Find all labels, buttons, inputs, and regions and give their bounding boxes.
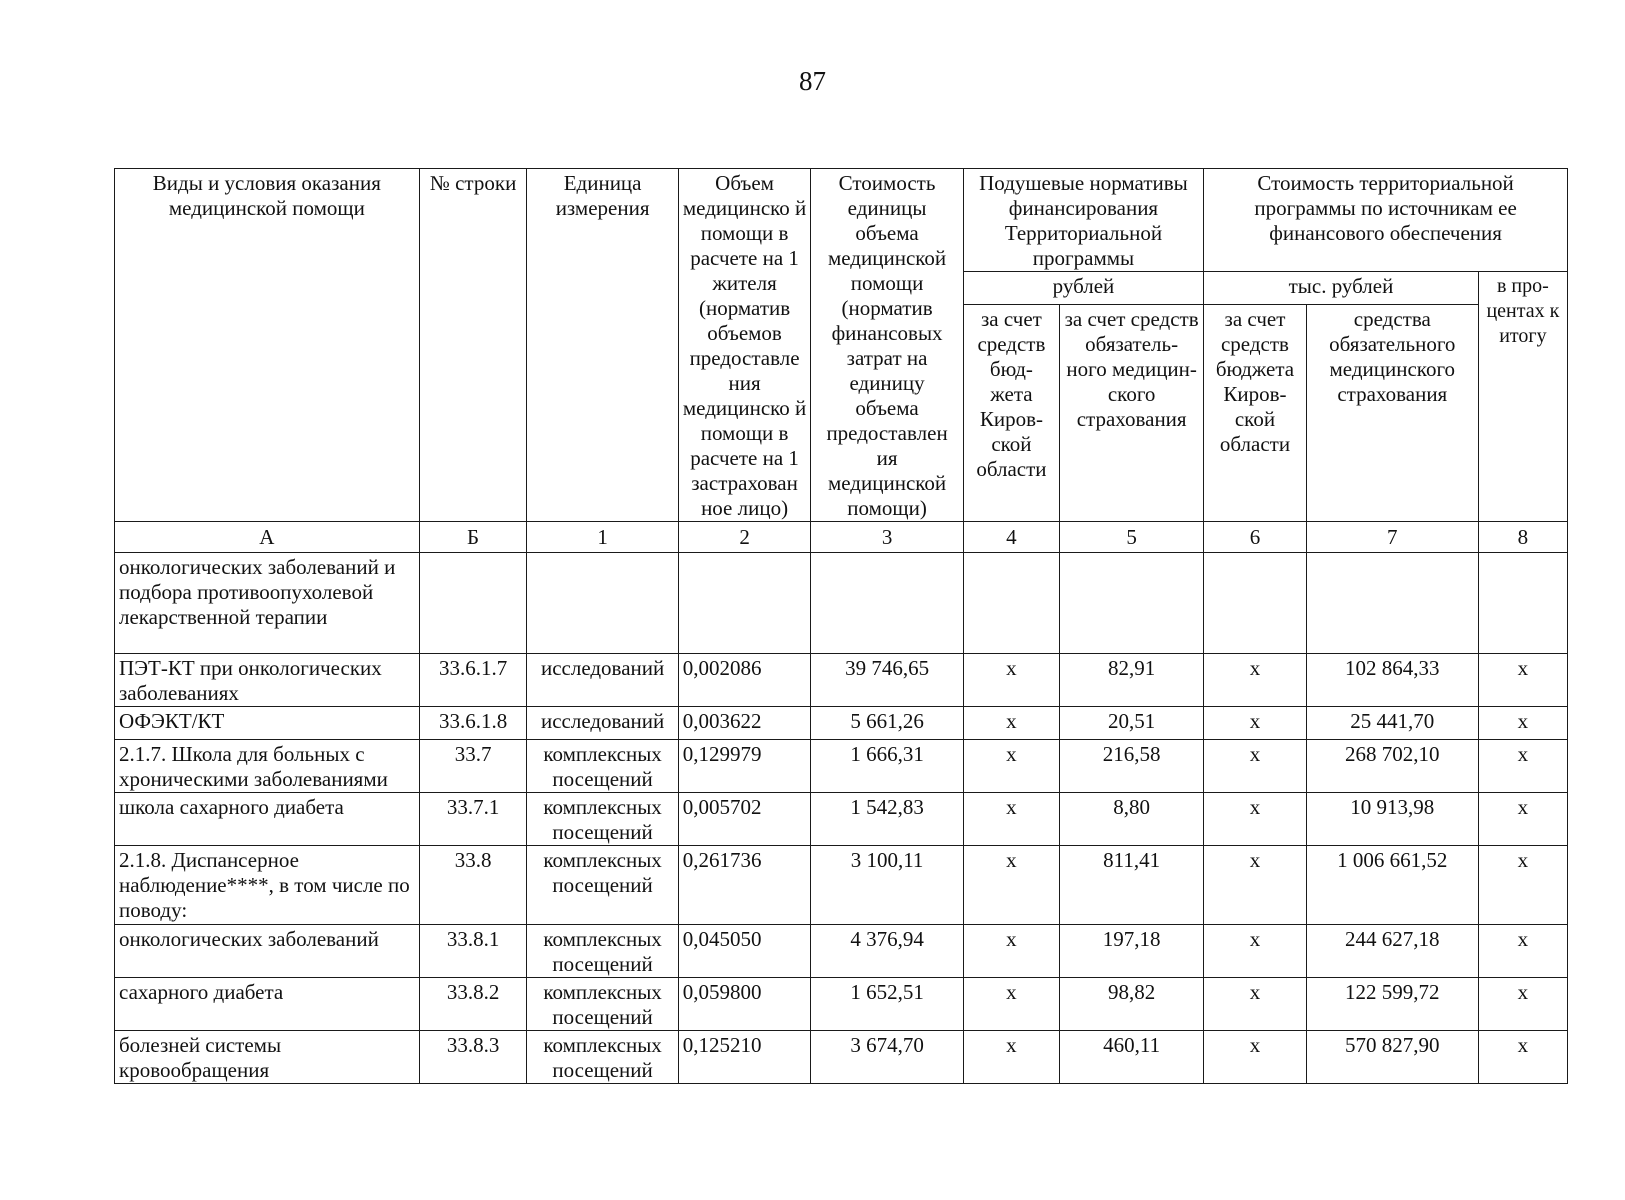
row-volume: 0,005702 bbox=[678, 793, 811, 846]
row-budget-per-capita bbox=[963, 553, 1059, 654]
table-row bbox=[115, 553, 1568, 654]
row-volume: 0,045050 bbox=[678, 925, 811, 978]
row-name: сахарного диабета bbox=[115, 978, 420, 1031]
row-oms-total: 10 913,98 bbox=[1306, 793, 1478, 846]
row-unit: исследований bbox=[527, 707, 678, 740]
row-volume: 0,002086 bbox=[678, 654, 811, 707]
row-name: ОФЭКТ/КТ bbox=[115, 707, 420, 740]
row-budget-total: х bbox=[1204, 654, 1307, 707]
row-oms-per-capita: 20,51 bbox=[1060, 707, 1204, 740]
row-oms-per-capita bbox=[1060, 553, 1204, 654]
header-col-7: средства обязательного медицинского страхования bbox=[1306, 305, 1478, 522]
row-unit bbox=[527, 553, 678, 654]
row-oms-per-capita: 98,82 bbox=[1060, 978, 1204, 1031]
index-cell: 1 bbox=[527, 522, 678, 553]
row-volume: 0,125210 bbox=[678, 1031, 811, 1084]
row-name: болезней системы кровообращения bbox=[115, 1031, 420, 1084]
row-budget-total: х bbox=[1204, 925, 1307, 978]
header-col-b: № строки bbox=[419, 169, 527, 522]
row-oms-total: 268 702,10 bbox=[1306, 740, 1478, 793]
row-cost: 1 542,83 bbox=[811, 793, 963, 846]
row-oms-per-capita: 82,91 bbox=[1060, 654, 1204, 707]
index-cell: 7 bbox=[1306, 522, 1478, 553]
index-cell: А bbox=[115, 522, 420, 553]
row-percent: х bbox=[1478, 978, 1567, 1031]
table-row bbox=[115, 925, 1568, 978]
row-percent: х bbox=[1478, 740, 1567, 793]
row-name: онкологических заболеваний bbox=[115, 925, 420, 978]
row-unit: комплексных посещений bbox=[527, 846, 678, 925]
row-budget-per-capita: х bbox=[963, 740, 1059, 793]
header-row-1 bbox=[115, 169, 1568, 272]
row-budget-per-capita: х bbox=[963, 793, 1059, 846]
row-volume: 0,003622 bbox=[678, 707, 811, 740]
column-index-row bbox=[115, 522, 1568, 553]
header-unit-rubles: рублей bbox=[963, 272, 1203, 305]
header-col-5: за счет средств обязатель- ного медицин- ского страхования bbox=[1060, 305, 1204, 522]
row-oms-total: 1 006 661,52 bbox=[1306, 846, 1478, 925]
row-oms-total: 25 441,70 bbox=[1306, 707, 1478, 740]
header-col-1: Единица измерения bbox=[527, 169, 678, 522]
row-oms-per-capita: 8,80 bbox=[1060, 793, 1204, 846]
row-line-number: 33.6.1.8 bbox=[419, 707, 527, 740]
row-line-number: 33.8 bbox=[419, 846, 527, 925]
header-col-3: Стоимость единицы объема медицинской помощи (норматив финансовых затрат на единицу объема предоставлен ия медицинской помощи) bbox=[811, 169, 963, 522]
row-unit: комплексных посещений bbox=[527, 1031, 678, 1084]
row-name: 2.1.8. Диспансерное наблюдение****, в том числе по поводу: bbox=[115, 846, 420, 925]
row-volume bbox=[678, 553, 811, 654]
index-cell: 5 bbox=[1060, 522, 1204, 553]
row-line-number bbox=[419, 553, 527, 654]
row-budget-per-capita: х bbox=[963, 978, 1059, 1031]
financing-table bbox=[114, 168, 1568, 1084]
row-oms-per-capita: 460,11 bbox=[1060, 1031, 1204, 1084]
row-oms-total: 102 864,33 bbox=[1306, 654, 1478, 707]
row-budget-per-capita: х bbox=[963, 654, 1059, 707]
row-cost: 1 666,31 bbox=[811, 740, 963, 793]
row-unit: комплексных посещений bbox=[527, 793, 678, 846]
row-percent: х bbox=[1478, 793, 1567, 846]
row-name: 2.1.7. Школа для больных с хроническими заболеваниями bbox=[115, 740, 420, 793]
row-volume: 0,059800 bbox=[678, 978, 811, 1031]
table-row bbox=[115, 793, 1568, 846]
row-budget-total: х bbox=[1204, 978, 1307, 1031]
index-cell: 6 bbox=[1204, 522, 1307, 553]
row-line-number: 33.8.3 bbox=[419, 1031, 527, 1084]
row-budget-total: х bbox=[1204, 793, 1307, 846]
row-percent: х bbox=[1478, 654, 1567, 707]
index-cell: 8 bbox=[1478, 522, 1567, 553]
row-percent: х bbox=[1478, 846, 1567, 925]
row-oms-total: 570 827,90 bbox=[1306, 1031, 1478, 1084]
row-name: онкологических заболеваний и подбора противоопухолевой лекарственной терапии bbox=[115, 553, 420, 654]
table-row bbox=[115, 978, 1568, 1031]
header-group-per-capita: Подушевые нормативы финансирования Территориальной программы bbox=[963, 169, 1203, 272]
row-oms-total bbox=[1306, 553, 1478, 654]
row-cost: 4 376,94 bbox=[811, 925, 963, 978]
header-col-a: Виды и условия оказания медицинской помощи bbox=[115, 169, 420, 522]
page-number: 87 bbox=[799, 66, 826, 96]
row-budget-per-capita: х bbox=[963, 846, 1059, 925]
row-unit: комплексных посещений bbox=[527, 978, 678, 1031]
row-budget-total: х bbox=[1204, 740, 1307, 793]
row-oms-per-capita: 811,41 bbox=[1060, 846, 1204, 925]
row-percent: х bbox=[1478, 925, 1567, 978]
row-budget-total: х bbox=[1204, 707, 1307, 740]
row-line-number: 33.7.1 bbox=[419, 793, 527, 846]
row-unit: исследований bbox=[527, 654, 678, 707]
row-cost: 1 652,51 bbox=[811, 978, 963, 1031]
header-col-2: Объем медицинско й помощи в расчете на 1 жителя (норматив объемов предоставле ния медицинско й помощи в расчете на 1 застрахован ное лицо) bbox=[678, 169, 811, 522]
table-row bbox=[115, 1031, 1568, 1084]
row-cost: 3 100,11 bbox=[811, 846, 963, 925]
row-budget-per-capita: х bbox=[963, 1031, 1059, 1084]
index-cell: 3 bbox=[811, 522, 963, 553]
row-cost: 39 746,65 bbox=[811, 654, 963, 707]
table-row bbox=[115, 740, 1568, 793]
row-oms-per-capita: 197,18 bbox=[1060, 925, 1204, 978]
row-budget-total: х bbox=[1204, 1031, 1307, 1084]
header-col-4: за счет средств бюд- жета Киров- ской области bbox=[963, 305, 1059, 522]
index-cell: 2 bbox=[678, 522, 811, 553]
row-name: школа сахарного диабета bbox=[115, 793, 420, 846]
row-cost bbox=[811, 553, 963, 654]
row-name: ПЭТ-КТ при онкологических заболеваниях bbox=[115, 654, 420, 707]
row-budget-per-capita: х bbox=[963, 707, 1059, 740]
header-col-6: за счет средств бюджета Киров- ской области bbox=[1204, 305, 1307, 522]
row-line-number: 33.7 bbox=[419, 740, 527, 793]
row-budget-total bbox=[1204, 553, 1307, 654]
row-oms-per-capita: 216,58 bbox=[1060, 740, 1204, 793]
row-budget-per-capita: х bbox=[963, 925, 1059, 978]
row-cost: 3 674,70 bbox=[811, 1031, 963, 1084]
header-unit-thousand-rubles: тыс. рублей bbox=[1204, 272, 1479, 305]
row-percent: х bbox=[1478, 707, 1567, 740]
row-line-number: 33.6.1.7 bbox=[419, 654, 527, 707]
table-row bbox=[115, 846, 1568, 925]
header-col-8: в про- центах к итогу bbox=[1478, 272, 1567, 522]
header-group-program-cost: Стоимость территориальной программы по источникам ее финансового обеспечения bbox=[1204, 169, 1568, 272]
row-percent bbox=[1478, 553, 1567, 654]
row-budget-total: х bbox=[1204, 846, 1307, 925]
row-oms-total: 244 627,18 bbox=[1306, 925, 1478, 978]
row-unit: комплексных посещений bbox=[527, 925, 678, 978]
row-percent: х bbox=[1478, 1031, 1567, 1084]
table-row bbox=[115, 654, 1568, 707]
row-volume: 0,129979 bbox=[678, 740, 811, 793]
row-cost: 5 661,26 bbox=[811, 707, 963, 740]
index-cell: 4 bbox=[963, 522, 1059, 553]
table-row bbox=[115, 707, 1568, 740]
row-line-number: 33.8.1 bbox=[419, 925, 527, 978]
row-line-number: 33.8.2 bbox=[419, 978, 527, 1031]
row-oms-total: 122 599,72 bbox=[1306, 978, 1478, 1031]
row-volume: 0,261736 bbox=[678, 846, 811, 925]
index-cell: Б bbox=[419, 522, 527, 553]
row-unit: комплексных посещений bbox=[527, 740, 678, 793]
